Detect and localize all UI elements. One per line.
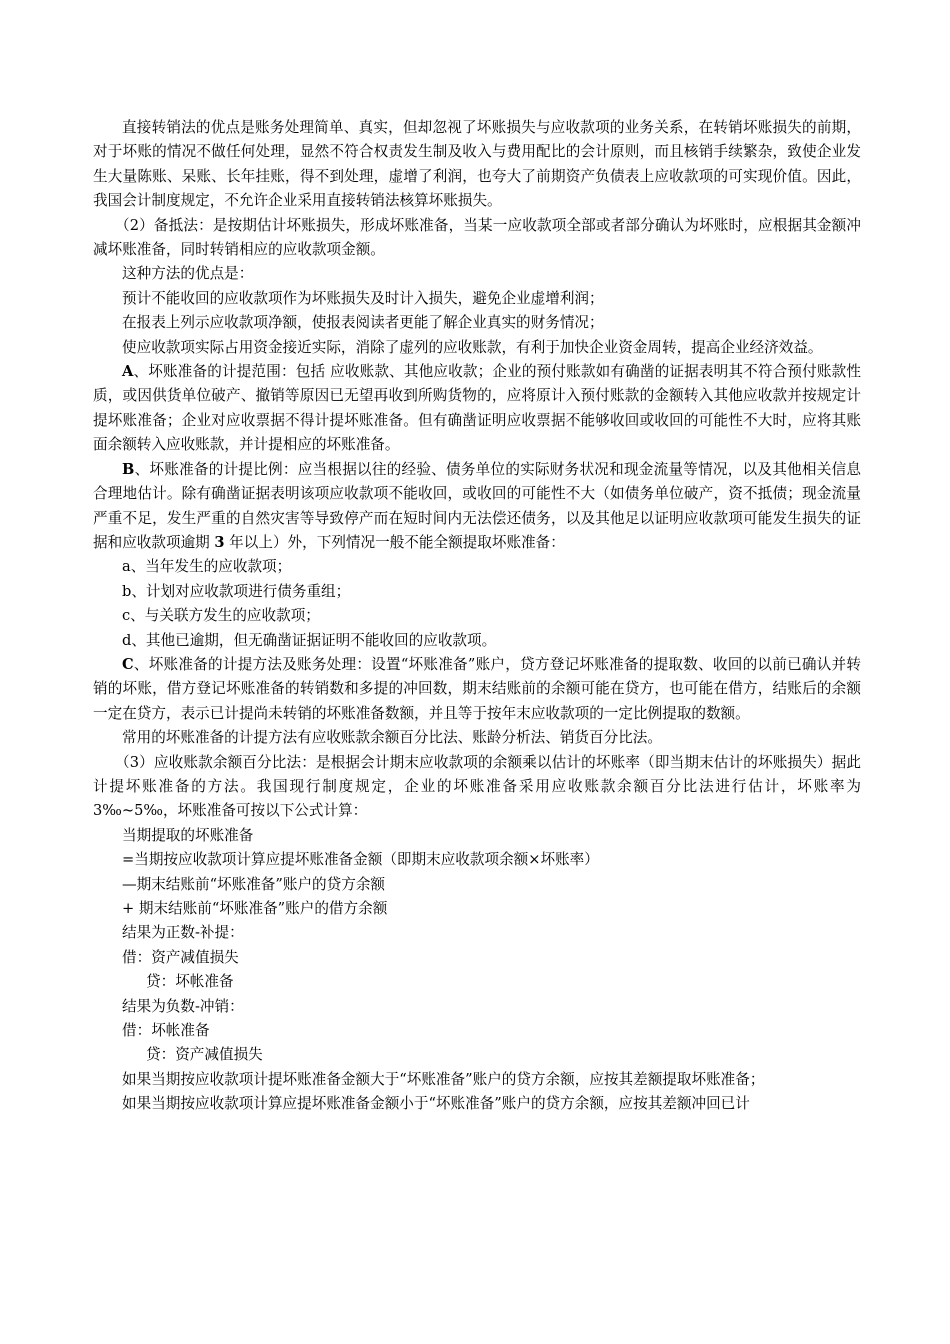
list-item: d、其他已逾期，但无确凿证据证明不能收回的应收款项。 <box>122 631 497 649</box>
section-c-text: 、坏账准备的计提方法及账务处理：设置“坏账准备”账户，贷方登记坏账准备的提取数、收回的以前已确认并转销的坏账，借方登记坏账准备的转销数和多提的冲回数，期末结账前的余额可能在贷方，也可能在借方，结账后的余额一定在贷方，表示已计提尚未转销的坏账准备数额，并且等于按年末应收款项的一定比例提取的数额。 <box>93 655 861 722</box>
entry-negative-debit: 借：坏帐准备 <box>122 1022 210 1040</box>
section-b-text-2: 年以上）外，下列情况一般不能全额提取坏账准备： <box>224 533 565 551</box>
section-b-years: 3 <box>214 533 225 551</box>
paragraph-advantages-heading: 这种方法的优点是： <box>122 265 254 283</box>
document-page <box>93 116 861 1117</box>
paragraph-allowance-method: （2）备抵法：是按期估计坏账损失，形成坏账准备，当某一应收款项全部或者部分确认为坏账时，应根据其金额冲减坏账准备，同时转销相应的应收款项金额。 <box>93 216 861 259</box>
list-item: c、与关联方发生的应收款项； <box>122 607 320 625</box>
section-b-text-1: 、坏账准备的计提比例：应当根据以往的经验、债务单位的实际财务状况和现金流量等情况，以及其他相关信息合理地估计。除有确凿证据表明该项应收款项不能收回，或收回的可能性不大（如债务单位破产，资不抵债；现金流量严重不足，发生严重的自然灾害等导致停产而在短时间内无法偿还债务，以及其他足以证明应收款项可能发生损失的证据和应收款项逾期 <box>93 460 861 551</box>
paragraph-section-a <box>93 360 861 458</box>
list-item: a、当年发生的应收款项； <box>122 558 292 576</box>
section-b-label: B <box>122 460 135 478</box>
closing-line: 如果当期按应收款项计提坏账准备金额大于“坏账准备”账户的贷方余额，应按其差额提取坏账准备； <box>122 1070 765 1088</box>
entry-positive-debit: 借：资产减值损失 <box>122 948 239 966</box>
entry-negative-credit: 贷：资产减值损失 <box>146 1046 263 1064</box>
formula-line: + 期末结账前“坏账准备”账户的借方余额 <box>122 900 388 917</box>
closing-line: 如果当期按应收款项计算应提坏账准备金额小于“坏账准备”账户的贷方余额，应按其差额冲回已计 <box>122 1095 750 1113</box>
entry-positive-credit: 贷：坏帐准备 <box>146 973 234 991</box>
paragraph-section-b <box>93 458 861 556</box>
paragraph-methods: 常用的坏账准备的计提方法有应收账款余额百分比法、账龄分析法、销货百分比法。 <box>122 729 662 747</box>
section-a-text: 、坏账准备的计提范围：包括 应收账款、其他应收款；企业的预付账款如有确凿的证据表明其不符合预付账款性质，或因供货单位破产、撤销等原因已无望再收到所购货物的，应将原计入预付账款的金额转入其他应收款并按规定计提坏账准备；企业对应收票据不得计提坏账准备。但有确凿证明应收票据不能够收回或收回的可能性不大时，应将其账面余额转入应收账款，并计提相应的坏账准备。 <box>93 363 861 454</box>
section-a-label: A <box>122 363 134 381</box>
paragraph-section-c <box>93 653 861 726</box>
entry-negative-heading: 结果为负数-冲销： <box>122 997 244 1015</box>
formula-line: =当期按应收款项计算应提坏账准备金额（即期末应收款项余额×坏账率） <box>122 851 599 869</box>
list-item: b、计划对应收款项进行债务重组； <box>122 582 351 600</box>
paragraph-percent-method: （3）应收账款余额百分比法：是根据会计期末应收款项的余额乘以估计的坏账率（即当期末估计的坏账损失）据此计提坏账准备的方法。我国现行制度规定，企业的坏账准备采用应收账款余额百分比法进行估计，坏账率为 3‰~5‰，坏账准备可按以下公式计算： <box>93 753 861 820</box>
paragraph-advantage-3: 使应收款项实际占用资金接近实际，消除了虚列的应收账款，有利于加快企业资金周转，提高企业经济效益。 <box>122 338 823 356</box>
formula-line: —期末结账前“坏账准备”账户的贷方余额 <box>122 875 386 893</box>
paragraph-advantage-1: 预计不能收回的应收款项作为坏账损失及时计入损失，避免企业虚增利润； <box>122 289 604 307</box>
formula-line: 当期提取的坏账准备 <box>122 826 254 844</box>
entry-positive-heading: 结果为正数-补提： <box>122 924 244 942</box>
section-c-label: C <box>122 655 134 673</box>
paragraph-direct-writeoff: 直接转销法的优点是账务处理简单、真实，但却忽视了坏账损失与应收款项的业务关系，在转销坏账损失的前期，对于坏账的情况不做任何处理，显然不符合权责发生制及收入与费用配比的会计原则，而且核销手续繁杂，致使企业发生大量陈账、呆账、长年挂账，得不到处理，虚增了利润，也夸大了前期资产负债表上应收款项的可实现价值。因此，我国会计制度规定，不允许企业采用直接转销法核算坏账损失。 <box>93 119 861 210</box>
paragraph-advantage-2: 在报表上列示应收款项净额，使报表阅读者更能了解企业真实的财务情况； <box>122 314 604 332</box>
